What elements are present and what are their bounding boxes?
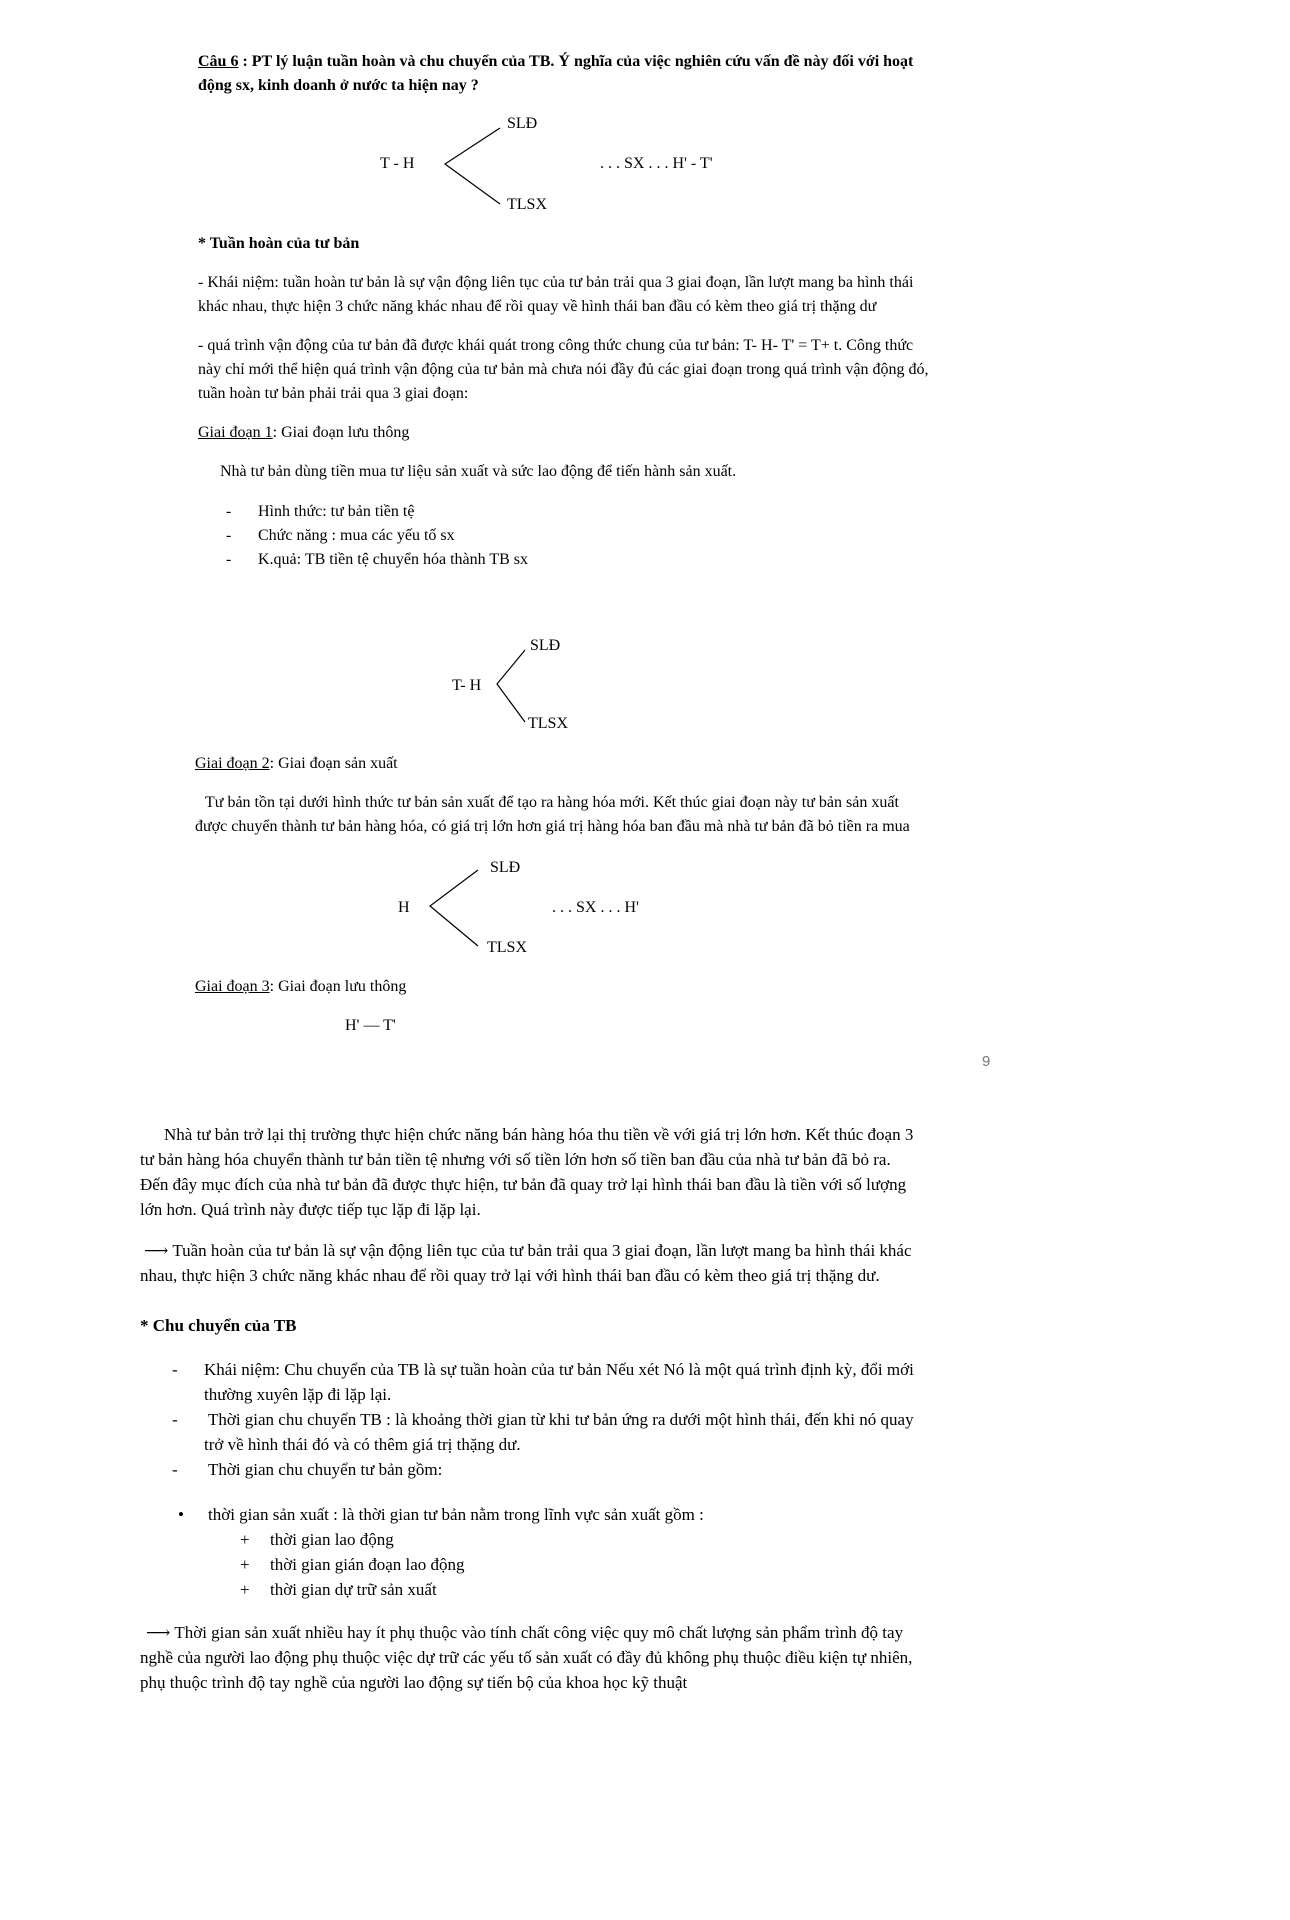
diagram2-bottom: TLSX (528, 715, 568, 732)
cc-item-2-text: Thời gian chu chuyển TB : là khoảng thời gian từ khi tư bản ứng ra dưới một hình thái, đến khi nó quay (204, 1410, 914, 1429)
sub-item-text: thời gian gián đoạn lao động (270, 1555, 465, 1574)
p2-para3-text: Thời gian sản xuất nhiều hay ít phụ thuộc vào tính chất công việc quy mô chất lượng sản phẩm trình độ tay (170, 1623, 904, 1642)
stage1-text: : Giai đoạn lưu thông (272, 424, 410, 441)
diagram3-bottom: TLSX (487, 939, 527, 956)
process-para-line1: - quá trình vận động của tư bản đã được khái quát trong công thức chung của tư bản: T- H- T' = T+ t. Công thức (198, 337, 914, 354)
p2-para2-line2: nhau, thực hiện 3 chức năng khác nhau để rồi quay trở lại với hình thái ban đầu có kèm theo giá trị thặng dư. (140, 1266, 880, 1285)
diagram1-bottom: TLSX (507, 196, 547, 213)
p2-para2-text: Tuần hoàn của tư bản là sự vận động liên tục của tư bản trải qua 3 giai đoạn, lần lượt mang ba hình thái khác (168, 1241, 912, 1260)
stage2-text: : Giai đoạn sản xuất (269, 755, 398, 772)
dash-marker: - (226, 527, 232, 544)
diagram3-left: H (398, 899, 410, 916)
arrow-icon: ⟶ (146, 1623, 171, 1642)
bullet-marker: • (178, 1505, 184, 1524)
stage3-text: : Giai đoạn lưu thông (269, 978, 407, 995)
diagram2-top: SLĐ (530, 637, 561, 654)
p2-para1-line2: tư bản hàng hóa chuyển thành tư bản tiền tệ nhưng với số tiền lớn hơn số tiền ban đầu của nhà tư bản đã bỏ ra. (140, 1150, 891, 1169)
bullet-item-production-time (178, 1502, 704, 1527)
stage3-heading (195, 975, 406, 999)
p2-para2-line1 (144, 1238, 912, 1263)
p2-para1-line3: Đến đây mục đích của nhà tư bản đã được thực hiện, tư bản đã quay trở lại hình thái ban đầu là tiền với số lượng (140, 1175, 907, 1194)
stage1-item-text: K.quả: TB tiền tệ chuyển hóa thành TB sx (258, 551, 529, 568)
sub-item-1 (240, 1527, 394, 1552)
plus-marker: + (240, 1580, 250, 1599)
question-heading-line2: động sx, kinh doanh ở nước ta hiện nay ? (198, 77, 479, 94)
p2-para3-line3: phụ thuộc trình độ tay nghề của người lao động sự tiến bộ của khoa học kỹ thuật (140, 1673, 688, 1692)
diagram1-top: SLĐ (507, 115, 538, 132)
cc-item-3-line1 (172, 1457, 442, 1482)
question-label: Câu 6 (198, 53, 239, 70)
cc-item-1-line2: thường xuyên lặp đi lặp lại. (204, 1385, 392, 1404)
p2-para3-line2: nghề của người lao động phụ thuộc việc dự trữ các yếu tố sản xuất có đầy đủ không phụ thuộc điều kiện tự nhiên, (140, 1648, 913, 1667)
stage1-item-text: Hình thức: tư bản tiền tệ (258, 503, 415, 520)
stage2-label: Giai đoạn 2 (195, 755, 270, 772)
dash-marker: - (226, 551, 232, 568)
plus-marker: + (240, 1530, 250, 1549)
cc-item-1-text: Khái niệm: Chu chuyển của TB là sự tuần hoàn của tư bản Nếu xét Nó là một quá trình định kỳ, đổi mới (204, 1360, 914, 1379)
stage1-item-text: Chức năng : mua các yếu tố sx (258, 527, 455, 544)
stage3-formula: H' — T' (345, 1017, 396, 1034)
concept-para-line1: - Khái niệm: tuần hoàn tư bản là sự vận động liên tục của tư bản trải qua 3 giai đoạn, lần lượt mang ba hình thái (198, 274, 914, 291)
diagram2-left: T- H (452, 677, 482, 694)
stage2-desc-line1: Tư bản tồn tại dưới hình thức tư bản sản xuất để tạo ra hàng hóa mới. Kết thúc giai đoạn này tư bản sản xuất (205, 794, 899, 811)
question-text: : PT lý luận tuần hoàn và chu chuyển của TB. Ý nghĩa của việc nghiên cứu vấn đề này đối với hoạt (238, 53, 914, 70)
diagram3-right: . . . SX . . . H' (552, 899, 639, 916)
dash-marker: - (172, 1410, 178, 1429)
concept-para-line2: khác nhau, thực hiện 3 chức năng khác nhau để rồi quay về hình thái ban đầu có kèm theo giá trị thặng dư (198, 298, 877, 315)
stage2-desc-line2: được chuyển thành tư bản hàng hóa, có giá trị lớn hơn giá trị hàng hóa ban đầu mà nhà tư bản đã bỏ tiền ra mua (195, 818, 910, 835)
cc-item-2-line1 (172, 1407, 914, 1432)
sub-item-text: thời gian lao động (270, 1530, 394, 1549)
section-title-chu-chuyen: * Chu chuyển của TB (140, 1316, 297, 1335)
plus-marker: + (240, 1555, 250, 1574)
cc-item-3-text: Thời gian chu chuyển tư bản gồm: (204, 1460, 443, 1479)
p2-para3-line1 (146, 1620, 903, 1645)
dash-marker: - (172, 1360, 178, 1379)
stage1-label: Giai đoạn 1 (198, 424, 273, 441)
sub-item-2 (240, 1552, 465, 1577)
p2-para1-line4: lớn hơn. Quá trình này được tiếp tục lặp đi lặp lại. (140, 1200, 481, 1219)
sub-item-3 (240, 1577, 437, 1602)
stage3-label: Giai đoạn 3 (195, 978, 270, 995)
p2-para1-line1: Nhà tư bản trở lại thị trường thực hiện chức năng bán hàng hóa thu tiền về với giá trị lớn hơn. Kết thúc đoạn 3 (164, 1125, 914, 1144)
sub-item-text: thời gian dự trữ sản xuất (270, 1580, 437, 1599)
cc-item-2-line2: trở về hình thái đó và có thêm giá trị thặng dư. (204, 1435, 521, 1454)
diagram1-left: T - H (380, 155, 415, 172)
dash-marker: - (172, 1460, 178, 1479)
cc-item-1-line1 (172, 1357, 914, 1382)
stage1-desc: Nhà tư bản dùng tiền mua tư liệu sản xuất và sức lao động để tiến hành sản xuất. (220, 463, 737, 480)
dash-marker: - (226, 503, 232, 520)
process-para-line2: này chỉ mới thể hiện quá trình vận động của tư bản mà chưa nói đầy đủ các giai đoạn trong quá trình vận động đó, (198, 361, 929, 378)
section-title-tuan-hoan: * Tuần hoàn của tư bản (198, 235, 360, 252)
arrow-icon: ⟶ (144, 1241, 169, 1260)
diagram3-top: SLĐ (490, 859, 521, 876)
bullet-item-text: thời gian sản xuất : là thời gian tư bản nằm trong lĩnh vực sản xuất gồm : (208, 1505, 704, 1524)
diagram1-right: . . . SX . . . H' - T' (600, 155, 713, 172)
page-number: 9 (982, 1053, 991, 1070)
process-para-line3: tuần hoàn tư bản phải trải qua 3 giai đoạn: (198, 385, 469, 402)
